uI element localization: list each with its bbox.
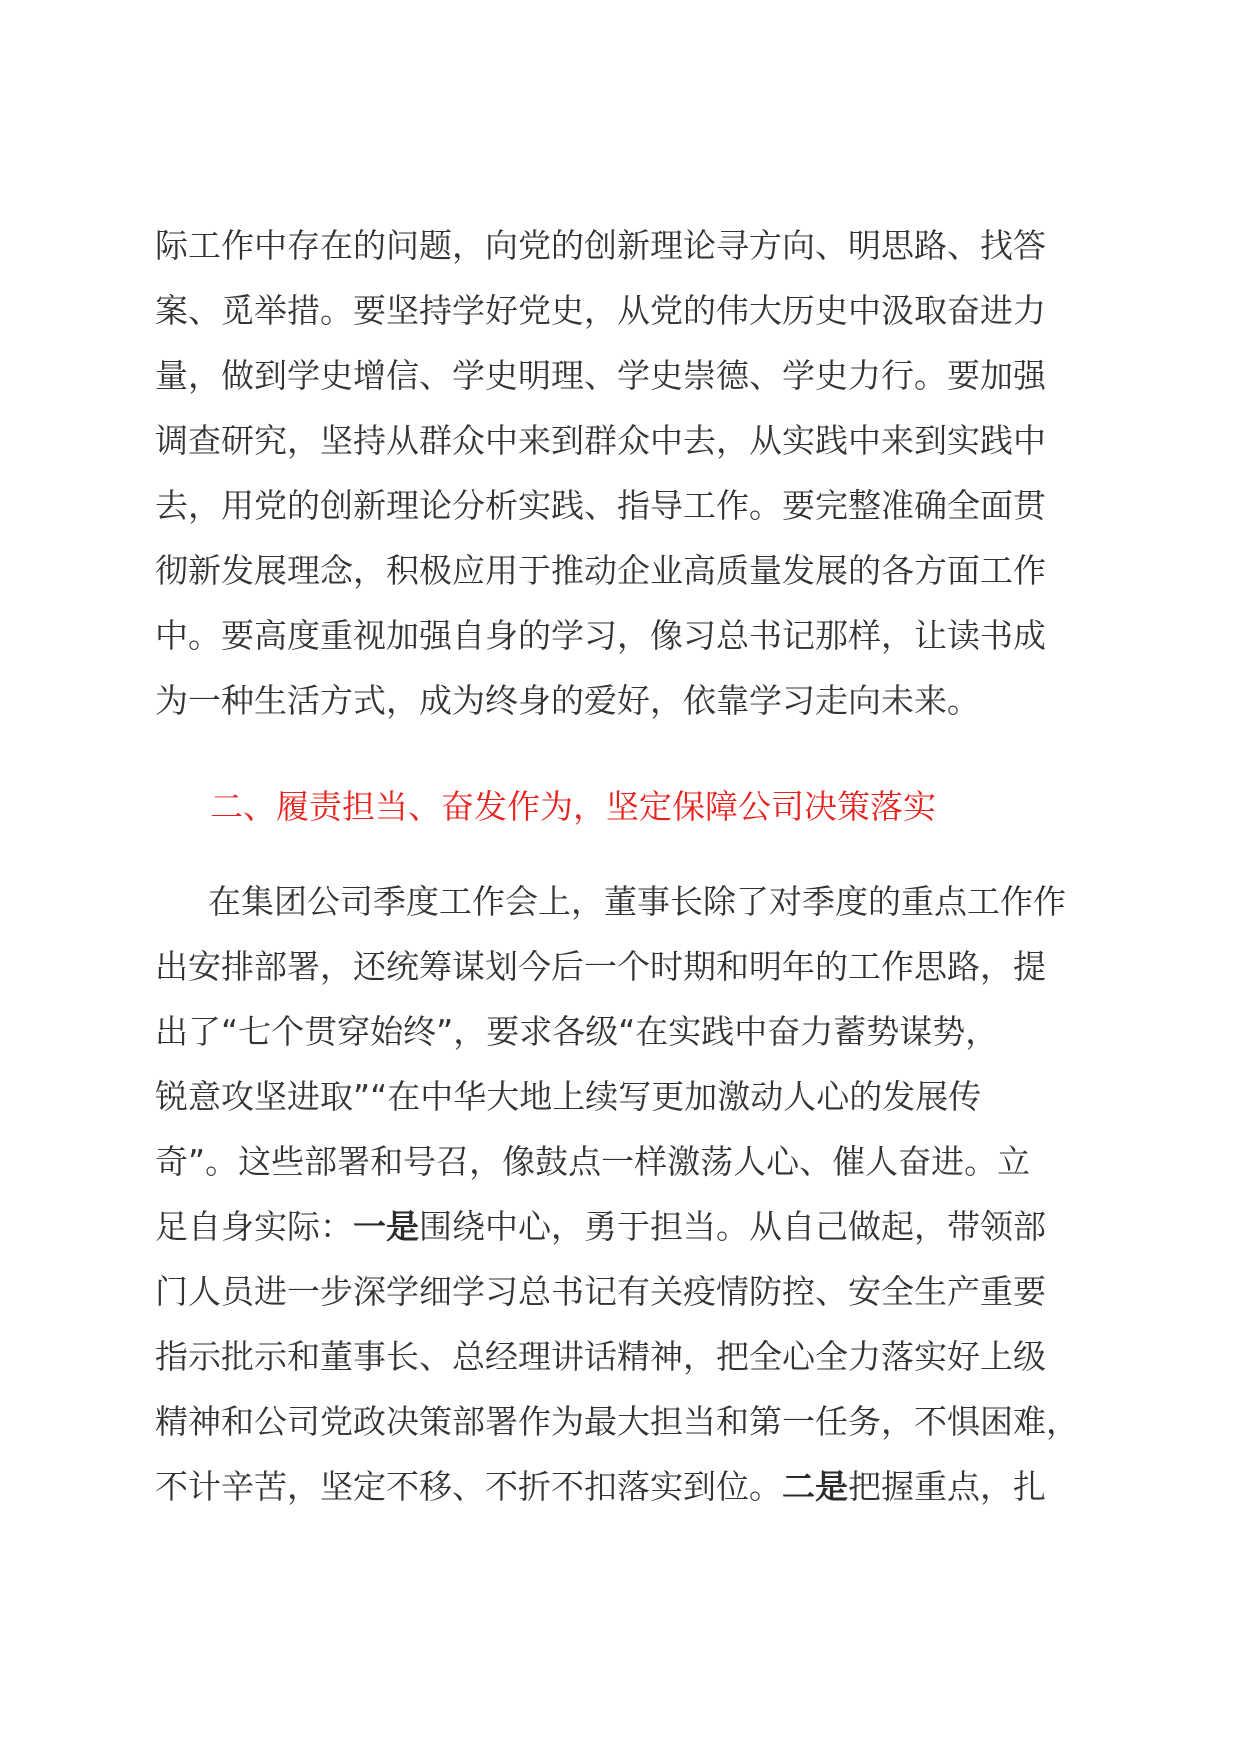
paragraph-line: 为一种生活方式，成为终身的爱好，依靠学习走向未来。 — [155, 681, 980, 720]
line-text: 足自身实际： — [155, 1207, 353, 1246]
paragraph-line: 出了“七个贯穿始终”，要求各级“在实践中奋力蓄势谋势， — [155, 1012, 999, 1051]
emphasis-text: 一是 — [353, 1207, 419, 1246]
paragraph-line: 锐意攻坚进取”“在中华大地上续写更加激动人心的发展传 — [155, 1077, 982, 1116]
paragraph-line: 指示批示和董事长、总经理讲话精神，把全心全力落实好上级 — [155, 1337, 1046, 1376]
emphasis-text: 二是 — [782, 1467, 848, 1506]
paragraph-line — [155, 1205, 1046, 1249]
paragraph-line: 量，做到学史增信、学史明理、学史崇德、学史力行。要加强 — [155, 356, 1046, 395]
paragraph-line: 彻新发展理念，积极应用于推动企业高质量发展的各方面工作 — [155, 551, 1046, 590]
paragraph-line: 际工作中存在的问题，向党的创新理论寻方向、明思路、找答 — [155, 226, 1046, 265]
line-text: 不计辛苦，坚定不移、不折不扣落实到位。 — [155, 1467, 782, 1506]
line-text: 把握重点，扎 — [848, 1467, 1046, 1506]
paragraph-line: 在集团公司季度工作会上，董事长除了对季度的重点工作作 — [208, 882, 1066, 921]
paragraph-line: 门人员进一步深学细学习总书记有关疫情防控、安全生产重要 — [155, 1272, 1046, 1311]
paragraph-line: 出安排部署，还统筹谋划今后一个时期和明年的工作思路，提 — [155, 947, 1046, 986]
paragraph-line: 去，用党的创新理论分析实践、指导工作。要完整准确全面贯 — [155, 486, 1046, 525]
paragraph-line: 调查研究，坚持从群众中来到群众中去，从实践中来到实践中 — [155, 421, 1046, 460]
paragraph-line: 中。要高度重视加强自身的学习，像习总书记那样，让读书成 — [155, 616, 1046, 655]
paragraph-line: 奇”。这些部署和号召，像鼓点一样激荡人心、催人奋进。立 — [155, 1142, 1031, 1181]
line-text: 围绕中心，勇于担当。从自己做起，带领部 — [419, 1207, 1046, 1246]
paragraph-line — [155, 1465, 1046, 1509]
paragraph-line: 精神和公司党政决策部署作为最大担当和第一任务，不惧困难， — [155, 1402, 1079, 1441]
paragraph-line: 案、觅举措。要坚持学好党史，从党的伟大历史中汲取奋进力 — [155, 291, 1046, 330]
section-heading: 二、履责担当、奋发作为，坚定保障公司决策落实 — [210, 787, 936, 826]
